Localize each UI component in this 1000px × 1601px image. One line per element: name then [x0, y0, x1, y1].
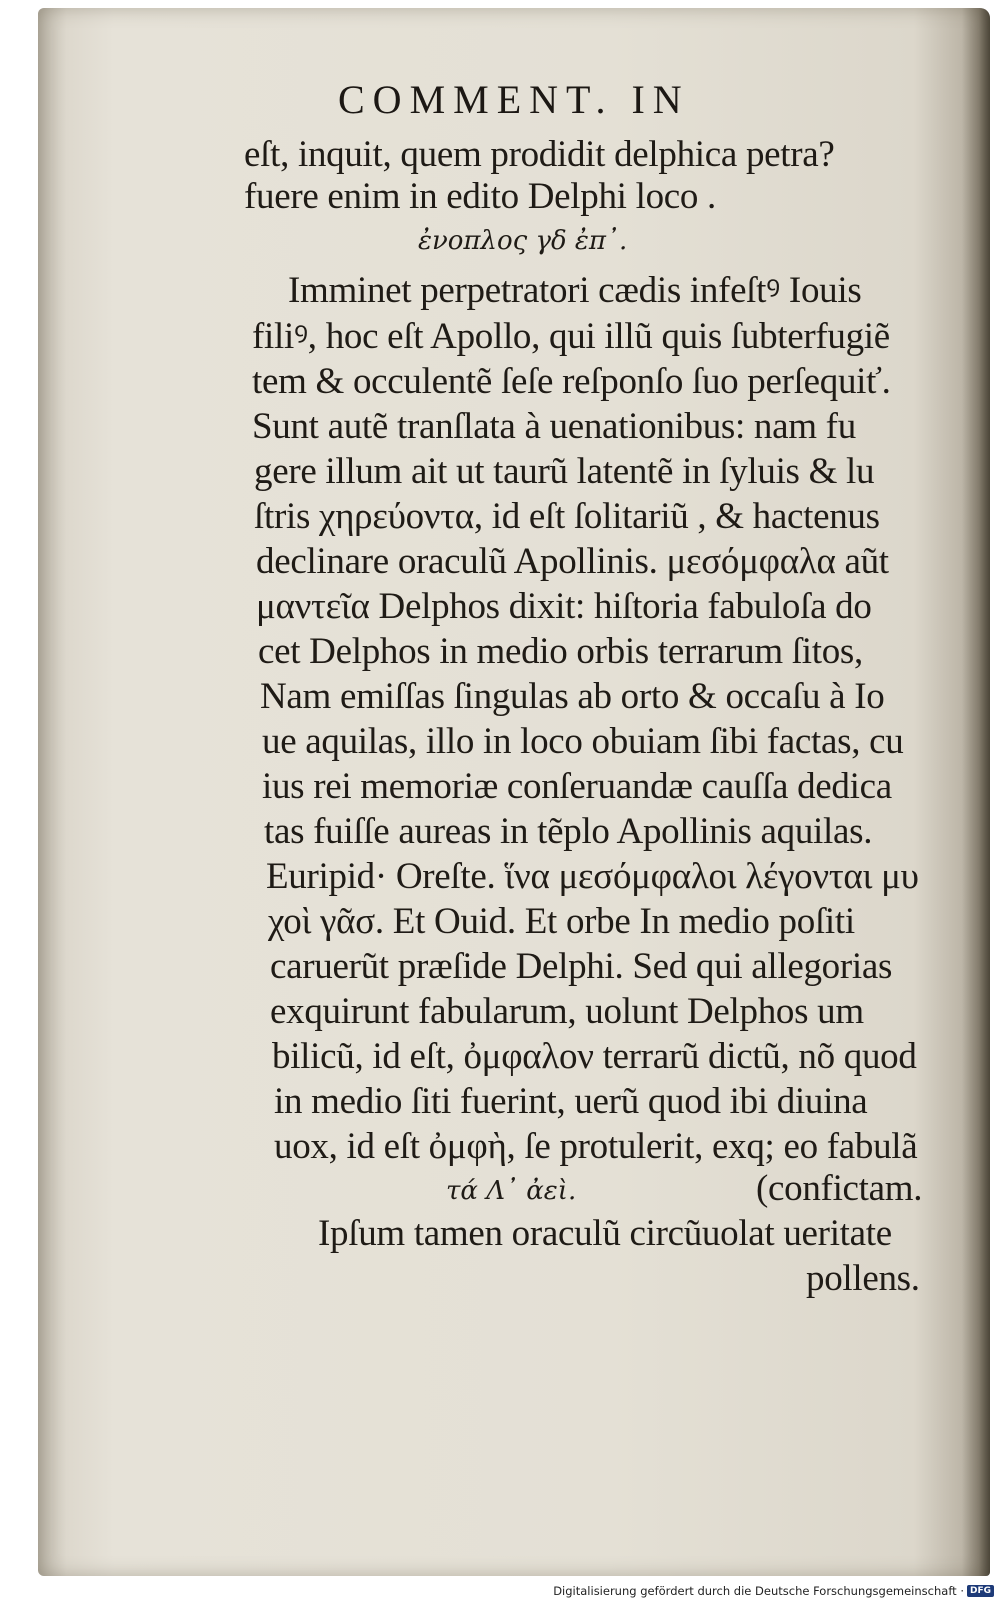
- text-line-4: Imminet perpetratori cædis infeſtꝰ Iouis: [288, 270, 862, 311]
- text-line-25: Ipſum tamen oraculũ circũuolat ueritate: [318, 1213, 892, 1254]
- page-edge-shadow: [962, 8, 990, 1576]
- text-line-1: eſt, inquit, quem prodidit delphica petra?: [244, 134, 835, 175]
- text-line-23: uox, id eſt ὀμφὴ, ſe protulerit, exq; eo fabulã: [274, 1126, 918, 1167]
- text-line-26: pollens.: [806, 1258, 920, 1299]
- text-line-2: fuere enim in edito Delphi loco .: [244, 176, 716, 217]
- text-line-19: caruerũt præſide Delphi. Sed qui allegorias: [270, 946, 893, 987]
- text-line-11: μαντεῖα Delphos dixit: hiſtoria fabuloſa do: [256, 586, 872, 627]
- text-line-24-catchword: (confictam.: [756, 1168, 923, 1209]
- text-line-5: filiꝰ, hoc eſt Apollo, qui illũ quis ſubterfugiẽ: [252, 316, 890, 357]
- text-line-8: gere illum ait ut taurũ latentẽ in ſyluis & lu: [254, 451, 875, 492]
- text-line-18: χοὶ γᾶσ. Et Ouid. Et orbe In medio poſiti: [268, 901, 855, 942]
- text-line-10: declinare oraculũ Apollinis. μεσόμφαλα aũt: [256, 541, 889, 582]
- text-line-22: in medio ſiti fuerint, uerũ quod ibi diuina: [274, 1081, 868, 1122]
- running-head: COMMENT. IN: [338, 77, 690, 122]
- footer-text: Digitalisierung gefördert durch die Deutsche Forschungsgemeinschaft ·: [553, 1584, 964, 1598]
- dfg-logo: DFG: [967, 1585, 994, 1597]
- text-line-12: cet Delphos in medio orbis terrarum ſitos,: [258, 631, 863, 672]
- text-line-9: ſtris χηρεύοντα, id eſt ſolitariũ , & hactenus: [254, 496, 880, 537]
- text-line-21: bilicũ, id eſt, ὀμφαλον terrarũ dictũ, nõ quod: [272, 1036, 917, 1077]
- text-line-7: Sunt autẽ tranſlata à uenationibus: nam fu: [252, 406, 856, 447]
- text-line-3-greek: ἐνοπλος γδ ἐπ᾿.: [418, 226, 628, 256]
- text-line-14: ue aquilas, illo in loco obuiam ſibi factas, cu: [262, 721, 904, 762]
- digitization-footer: [553, 1584, 994, 1598]
- text-line-6: tem & occulentẽ ſeſe reſponſo ſuo perſequiť.: [252, 361, 891, 402]
- text-line-16: tas fuiſſe aureas in tẽplo Apollinis aquilas.: [264, 811, 873, 852]
- text-line-20: exquirunt fabularum, uolunt Delphos um: [270, 991, 864, 1032]
- text-line-15: ius rei memoriæ conſeruandæ cauſſa dedica: [262, 766, 892, 807]
- text-line-13: Nam emiſſas ſingulas ab orto & occaſu à Io: [260, 676, 885, 717]
- text-line-17: Euripid· Oreſte. ἵνα μεσόμφαλοι λέγονται μυ: [266, 856, 919, 897]
- text-line-24-greek: τά Λ᾿ ἀεὶ.: [446, 1176, 577, 1206]
